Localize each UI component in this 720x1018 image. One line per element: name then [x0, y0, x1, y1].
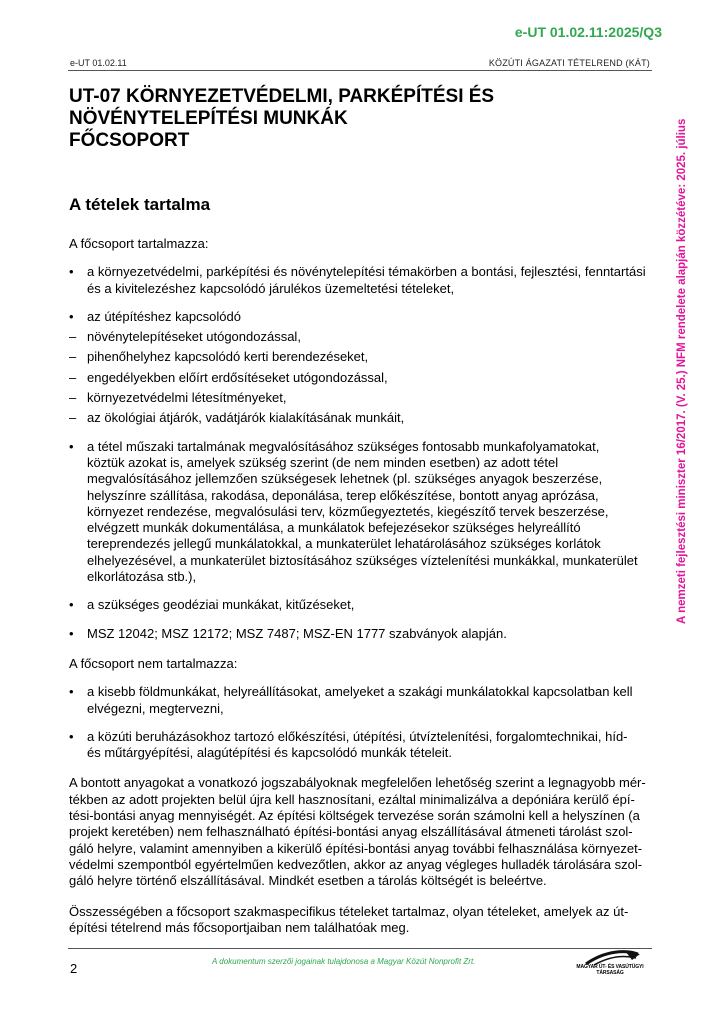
footer-divider	[68, 948, 652, 949]
document-body	[69, 236, 651, 936]
header-divider	[68, 70, 652, 71]
side-publication-note: A nemzeti fejlesztési miniszter 16/2017. (V. 25.) NFM rendelete alapján közzétéve: 2025. július	[676, 118, 688, 624]
section-title: A tételek tartalma	[69, 195, 211, 214]
header-left-code: e-UT 01.02.11	[70, 58, 127, 68]
main-title-line: FŐCSOPORT	[69, 130, 190, 151]
includes-list-continued	[69, 439, 651, 642]
company-logo	[566, 948, 654, 976]
list-item: • a közúti beruházásokhoz tartozó előkészítési, útépítési, útvíztelenítési, forgalomtechnikai, híd- és műtárgyépítési, alagútépítési és kapcsolódó munkák tételeit.	[69, 729, 651, 762]
list-item: • a szükséges geodéziai munkákat, kitűzéseket,	[69, 597, 651, 613]
list-item: • a kisebb földmunkákat, helyreállításokat, amelyeket a szakági munkálatokkal kapcsolatban kell elvégezni, megtervezni,	[69, 684, 651, 717]
includes-intro: A főcsoport tartalmazza:	[69, 236, 209, 251]
dash-item: – az ökológiai átjárók, vadátjárók kialakításának munkáit,	[69, 410, 651, 426]
list-item: • MSZ 12042; MSZ 12172; MSZ 7487; MSZ-EN 1777 szabványok alapján.	[69, 626, 651, 642]
main-title	[69, 86, 569, 152]
dash-list	[69, 329, 651, 426]
includes-list	[69, 264, 651, 325]
document-code: e-UT 01.02.11:2025/Q3	[514, 24, 662, 40]
copyright-note: A dokumentum szerzői jogainak tulajdonosa a Magyar Közút Nonprofit Zrt.	[212, 957, 476, 966]
page-number: 2	[70, 961, 78, 976]
list-item: • a tétel műszaki tartalmának megvalósításához szükséges fontosabb munkafolyamatokat, köztük azokat is, amelyek szükség szerint (de nem minden esetben) az adott tétel megvalósításához jellemzően szükségesek lehetnek (pl. szükséges anyagok beszerzése, helyszínre szállítása, rakodása, deponálása, terep előkészítése, bontott anyag aprózása, környezet rendezése, megvalósulási terv, közműegyeztetés, kiegészítő tervek beszerzése, elvégzett munkák dokumentálása, a munkálatok befejezésekor szükséges helyreállító tereprendezés jellegű munkálatokkal, a munkaterület lehatárolásához szükséges korlátok elhelyezésével, a munkaterület biztosításához szükséges víztelenítési munkákkal, munkaterület elkorlátozása stb.),	[69, 439, 651, 586]
dash-item: – pihenőhelyhez kapcsolódó kerti berendezéseket,	[69, 349, 651, 365]
dash-item: – környezetvédelmi létesítményeket,	[69, 390, 651, 406]
list-item: • az útépítéshez kapcsolódó	[69, 309, 651, 325]
list-item: • a környezetvédelmi, parképítési és növénytelepítési témakörben a bontási, fejlesztési, fenntartási és a kivitelezéshez kapcsolódó járulékos üzemeltetési tételeket,	[69, 264, 651, 297]
dash-item: – engedélyekben előírt erdősítéseket utógondozással,	[69, 370, 651, 386]
logo-text: MAGYAR ÚT- ÉS VASÚTÜGYI TÁRSASÁG	[576, 964, 644, 976]
paragraph-summary: Összességében a főcsoport szakmaspecifikus tételeket tartalmaz, olyan tételeket, amelyek az út- építési tételrend más főcsoportjaiban nem találhatóak meg.	[69, 903, 629, 935]
main-title-line: UT-07 KÖRNYEZETVÉDELMI, PARKÉPÍTÉSI ÉS	[69, 86, 495, 107]
paragraph-recycling: A bontott anyagokat a vonatkozó jogszabályoknak megfelelően lehetőség szerint a legnagyobb mér- tékben az adott projekten belül újra kell hasznosítani, ezáltal minimalizálva a depóniára kerülő épí- tési-bontási anyag mennyiségét. Az építési költségek tervezése során számolni kell a helyszínen (a projekt keretében) nem felhasználható építési-bontási anyag elszállításával átmeneti tárolást szol- gáló helyre, valamint amennyiben a kikerülő építési-bontási anyag további felhasználása környezet- védelmi szempontból egyértelműen kedvezőtlen, akkor az anyag végleges hulladék tárolására szol- gáló helyre történő elszállításával. Mindkét esetben a tárolás költségét is beleértve.	[69, 775, 646, 889]
header-right-title: KÖZÚTI ÁGAZATI TÉTELREND (KÁT)	[488, 58, 650, 68]
excludes-list	[69, 684, 651, 761]
excludes-intro: A főcsoport nem tartalmazza:	[69, 655, 238, 671]
main-title-line: NÖVÉNYTELEPÍTÉSI MUNKÁK	[69, 108, 348, 129]
dash-item: – növénytelepítéseket utógondozással,	[69, 329, 651, 345]
